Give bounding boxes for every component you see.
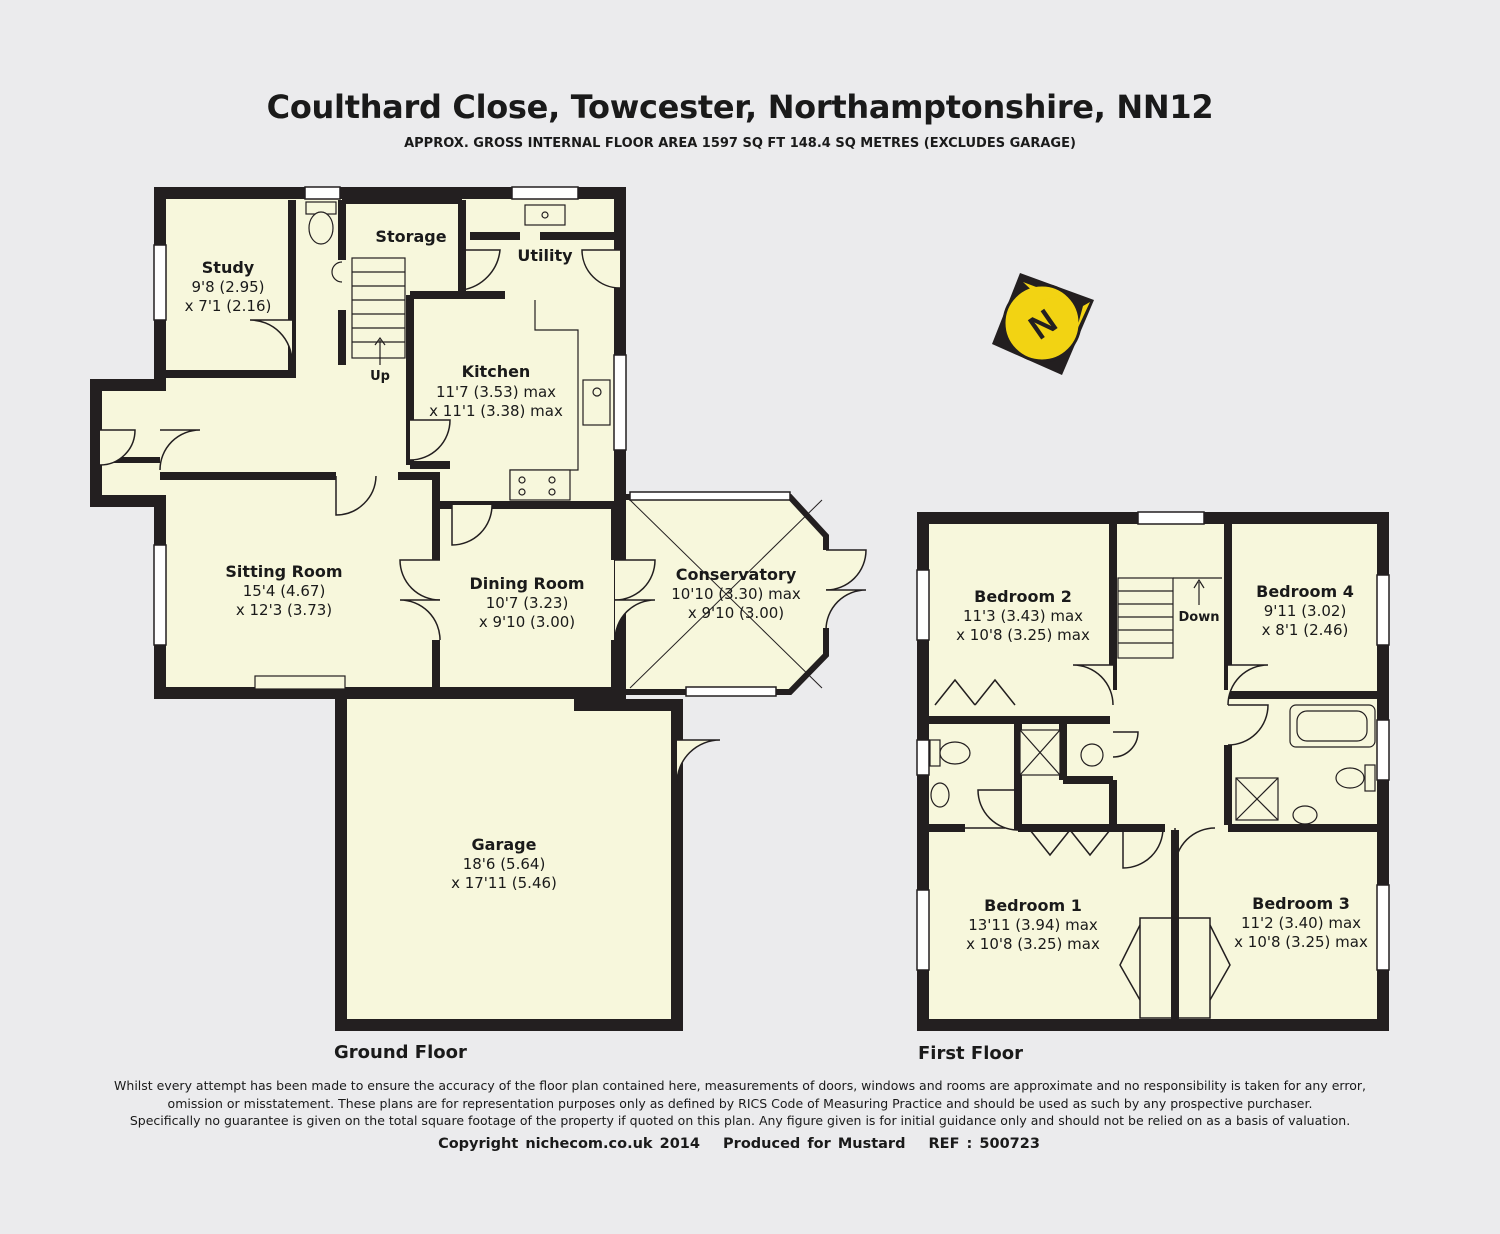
disclaimer-line: Whilst every attempt has been made to ensure the accuracy of the floor plan contained here, measurements of doors, windows and rooms are approximate and no responsibility is taken for any error, <box>114 1078 1366 1093</box>
copyright-footer <box>0 1136 1478 1152</box>
bedroom-4-dim1: 9'11 (3.02) <box>1263 602 1347 620</box>
bedroom-2-dim1: 11'3 (3.43) max <box>962 607 1084 625</box>
sitting-room-dim1: 15'4 (4.67) <box>242 582 326 600</box>
bedroom-3-dim2: x 10'8 (3.25) max <box>1234 933 1368 951</box>
conservatory-dim1: 10'10 (3.30) max <box>671 585 801 603</box>
kitchen-dim2: x 11'1 (3.38) max <box>429 402 563 420</box>
garage-dim2: x 17'11 (5.46) <box>451 874 557 892</box>
floor-area-subtitle: APPROX. GROSS INTERNAL FLOOR AREA 1597 SQ FT 148.4 SQ METRES (EXCLUDES GARAGE) <box>404 136 1076 151</box>
dining-room-dim2: x 9'10 (3.00) <box>478 613 576 631</box>
conservatory-name: Conservatory <box>675 565 797 584</box>
ground-floor-label: Ground Floor <box>334 1042 467 1063</box>
kitchen-name: Kitchen <box>461 362 531 381</box>
bedroom-3-dim1: 11'2 (3.40) max <box>1240 914 1362 932</box>
bedroom-1-dim2: x 10'8 (3.25) max <box>966 935 1100 953</box>
bedroom-1-name: Bedroom 1 <box>984 896 1082 915</box>
bedroom-3-name: Bedroom 3 <box>1252 894 1350 913</box>
bedroom-4-dim2: x 8'1 (2.46) <box>1261 621 1349 639</box>
copyright-text: Copyright nichecom.co.uk 2014 <box>438 1136 700 1152</box>
north-compass-icon <box>992 273 1094 375</box>
kitchen-dim1: 11'7 (3.53) max <box>435 383 557 401</box>
bedroom-2-name: Bedroom 2 <box>974 587 1072 606</box>
sitting-room-dim2: x 12'3 (3.73) <box>235 601 333 619</box>
dining-room-name: Dining Room <box>469 574 585 593</box>
disclaimer-line: omission or misstatement. These plans are for representation purposes only as defined by RICS Code of Measuring Practice and should be used as such by any prospective purchaser. <box>167 1095 1313 1111</box>
plan-title: Coulthard Close, Towcester, Northamptonshire, NN12 <box>266 88 1214 126</box>
study-dim2: x 7'1 (2.16) <box>184 297 272 315</box>
reference-text: REF : 500723 <box>928 1136 1040 1152</box>
dining-room-dim1: 10'7 (3.23) <box>485 594 569 612</box>
first-floor-label: First Floor <box>918 1043 1024 1064</box>
ground-stairs-label: Up <box>370 369 390 384</box>
sitting-room-name: Sitting Room <box>225 562 343 581</box>
bedroom-2-dim2: x 10'8 (3.25) max <box>956 626 1090 644</box>
bedroom-4-name: Bedroom 4 <box>1256 582 1354 601</box>
conservatory-dim2: x 9'10 (3.00) <box>687 604 785 622</box>
disclaimer <box>60 1077 1420 1130</box>
disclaimer-line: Specifically no guarantee is given on the total square footage of the property if quoted on this plan. Any figure given is for initial guidance only and should not be relied on as a basis of valuation. <box>129 1113 1351 1128</box>
compass-letter: N <box>1022 302 1065 348</box>
study-name: Study <box>201 258 255 277</box>
bedroom-1-dim1: 13'11 (3.94) max <box>968 916 1098 934</box>
study-dim1: 9'8 (2.95) <box>191 278 265 296</box>
first-stairs-label: Down <box>1178 610 1220 625</box>
storage-name: Storage <box>375 227 447 246</box>
utility-name: Utility <box>517 246 573 265</box>
garage-dim1: 18'6 (5.64) <box>462 855 546 873</box>
produced-for-text: Produced for Mustard <box>723 1136 906 1152</box>
garage-name: Garage <box>471 835 537 854</box>
